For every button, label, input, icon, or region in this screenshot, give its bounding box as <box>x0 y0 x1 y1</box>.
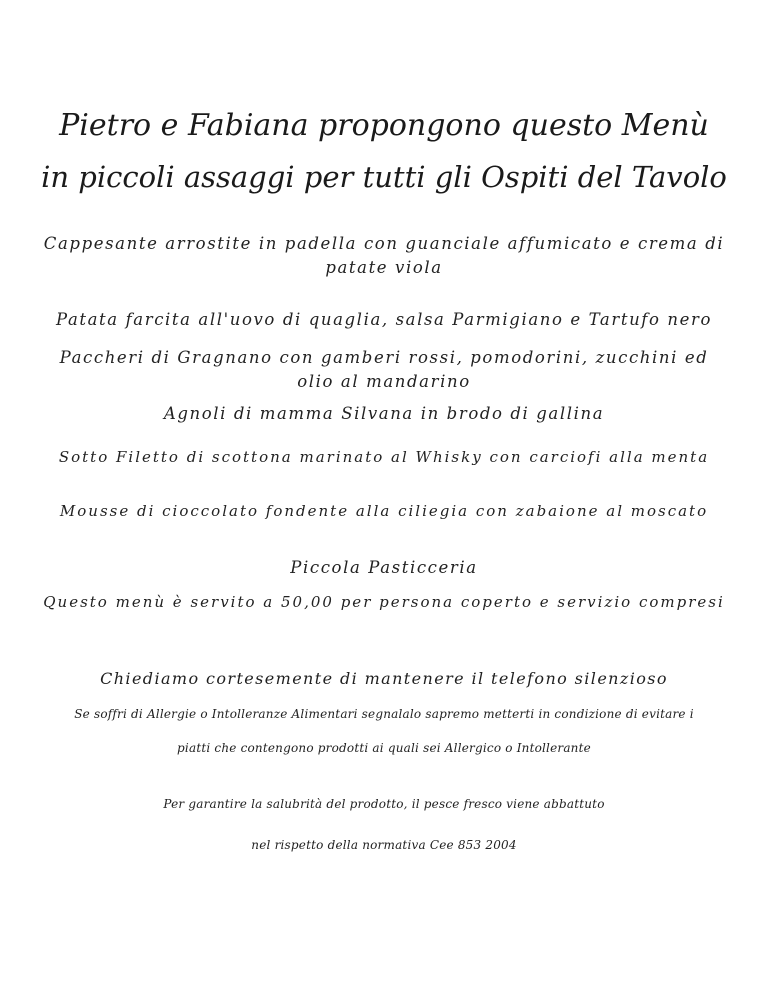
dish-1-line-2: patate viola <box>325 258 443 277</box>
title-line-1: Pietro e Fabiana propongono questo Menù <box>59 108 709 143</box>
dish-6: Mousse di cioccolato fondente alla ciliegia con zabaione al moscato <box>59 502 709 520</box>
dish-3-line-1: Paccheri di Gragnano con gamberi rossi, pomodorini, zucchini ed <box>59 348 709 367</box>
dish-2: Patata farcita all'uovo di quaglia, salsa Parmigiano e Tartufo nero <box>55 310 713 329</box>
dish-3-line-2: olio al mandarino <box>297 372 471 391</box>
dish-1-line-1: Cappesante arrostite in padella con guanciale affumicato e crema di <box>43 234 725 253</box>
allergy-notice-line-2: piatti che contengono prodotti ai quali sei Allergico o Intollerante <box>177 741 591 755</box>
title-line-2: in piccoli assaggi per tutti gli Ospiti del Tavolo <box>41 160 727 194</box>
fish-notice-line-1: Per garantire la salubrità del prodotto, il pesce fresco viene abbattuto <box>163 797 605 811</box>
phone-notice: Chiediamo cortesemente di mantenere il telefono silenzioso <box>100 669 668 688</box>
dish-4: Agnoli di mamma Silvana in brodo di gallina <box>163 404 605 423</box>
fish-notice-line-2: nel rispetto della normativa Cee 853 2004 <box>251 838 517 852</box>
allergy-notice-line-1: Se soffri di Allergie o Intolleranze Alimentari segnalalo sapremo metterti in condizione di evitare i <box>74 707 694 721</box>
price-note: Questo menù è servito a 50,00 per persona coperto e servizio compresi <box>43 593 725 611</box>
dish-7: Piccola Pasticceria <box>290 558 478 577</box>
dish-5: Sotto Filetto di scottona marinato al Whisky con carciofi alla menta <box>58 448 710 466</box>
